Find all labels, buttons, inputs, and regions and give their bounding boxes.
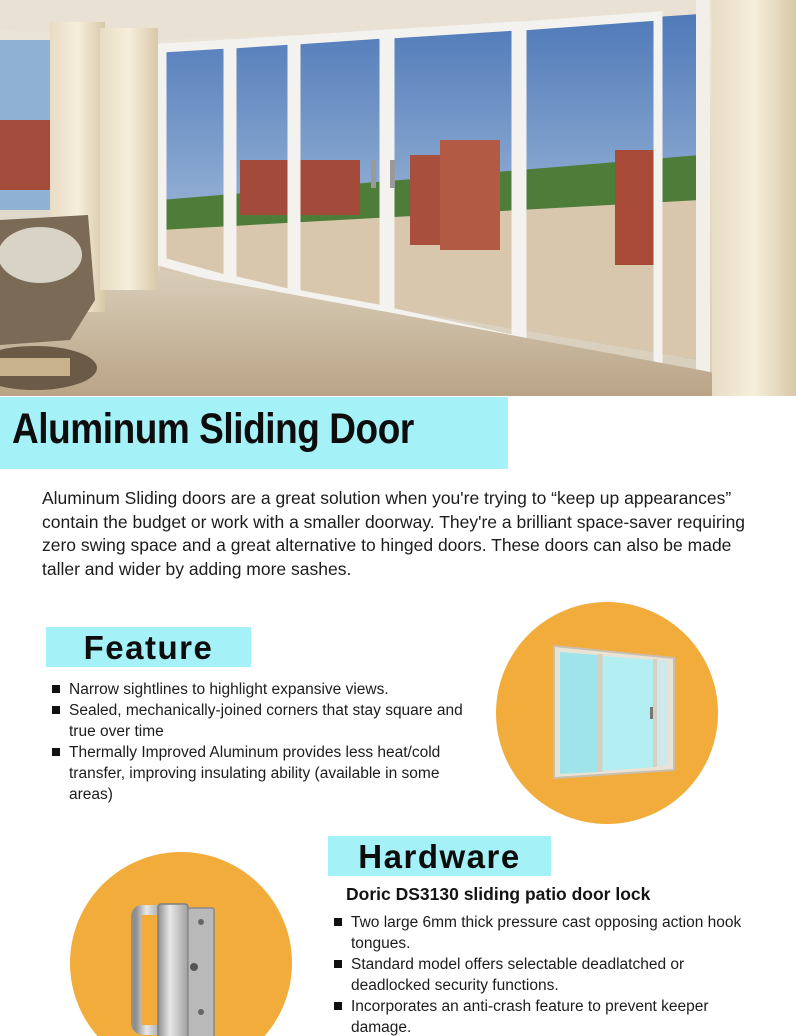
feature-item: Sealed, mechanically-joined corners that stay square and true over time [50,700,470,742]
hero-photo [0,0,796,396]
hardware-item: Incorporates an anti-crash feature to prevent keeper damage. [332,996,752,1036]
hardware-list [332,912,752,1036]
hardware-heading [328,836,551,876]
hardware-item: Standard model offers selectable deadlatched or deadlocked security functions. [332,954,752,996]
intro-paragraph: Aluminum Sliding doors are a great solution when you're trying to “keep up appearances” contain the budget or work with a smaller doorway. They're a brilliant space-saver requiring zero swing space and a great alternative to hinged doors. These doors can also be made taller and wider by adding more sashes. [42,488,746,579]
feature-list [50,679,470,805]
hardware-heading-text: Hardware [358,838,521,875]
title-banner [0,397,508,469]
page-title: Aluminum Sliding Door [12,405,414,453]
door-handle-icon [70,852,292,1036]
sliding-window-icon [496,602,718,824]
door-lock-image [70,852,292,1036]
feature-item: Thermally Improved Aluminum provides less heat/cold transfer, improving insulating ability (available in some areas) [50,742,470,805]
feature-heading-text: Feature [83,629,214,666]
sliding-window-image [496,602,718,824]
patio-doors-illustration [0,0,796,396]
hardware-subheading: Doric DS3130 sliding patio door lock [346,884,651,904]
hardware-item: Two large 6mm thick pressure cast opposing action hook tongues. [332,912,752,954]
feature-heading [46,627,251,667]
feature-item: Narrow sightlines to highlight expansive views. [50,679,470,700]
